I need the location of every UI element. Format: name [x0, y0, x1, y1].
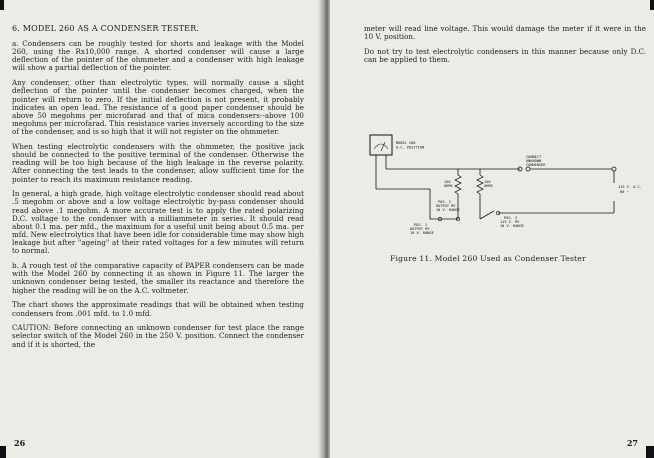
- resistor-1-symbol: [455, 175, 461, 194]
- paragraph-chart: The chart shows the approximate readings that will be obtained when testing condensers from .001 mfd. to 1.0 mfd.: [12, 300, 304, 318]
- label-res1-1: 150: [444, 180, 451, 184]
- paragraph-electrolytic: When testing electrolytic condensers with the ohmmeter, the positive jack should be connected to the positive terminal of the condenser. Otherwise the reading will be too high because of the high leakage in the reverse polarity. After connecting the test leads to the condenser, allow sufficient time for the pointer to reach its maximum resistance reading.: [12, 141, 304, 184]
- label-condenser-3: CONDENSER: [526, 163, 546, 167]
- resistor-2-symbol: [477, 175, 483, 194]
- figure-caption: Figure 11. Model 260 Used as Condenser Tester: [390, 254, 586, 263]
- label-pos2-1: POS. 2: [438, 200, 451, 204]
- page-number-left: 26: [14, 438, 26, 448]
- left-page-text: [12, 24, 304, 355]
- section-heading: 6. MODEL 260 AS A CONDENSER TESTER.: [12, 24, 200, 33]
- condenser-terminal-2: [526, 167, 530, 171]
- paragraph-line-voltage: meter will read line voltage. This would damage the meter if it were in the 10 V. position.: [364, 24, 646, 42]
- label-pos1-2: OUTPUT MY: [410, 227, 430, 231]
- label-pos1-3: 10 V. RANGE: [410, 231, 434, 235]
- label-meter-2: A.C. POSITION: [396, 145, 425, 150]
- paragraph-a: a. Condensers can be roughly tested for shorts and leakage with the Model 260, using the Rx10,000 range. A shorted condenser will cause a large deflection of the pointer of the ohmmeter and a condenser with high leakage will show a partial deflection of the pointer.: [12, 39, 304, 73]
- label-meter-1: MODEL 260: [396, 141, 416, 145]
- label-pos1-1: POS. 1: [414, 223, 427, 227]
- label-pos3-3: 10 V. RANGE: [500, 224, 524, 228]
- label-line-1: 115 V. A.C.: [618, 185, 642, 189]
- edge-mark-bl: [0, 446, 6, 458]
- label-condenser-2: UNKNOWN: [526, 159, 542, 163]
- label-pos3-1: POS. 3: [504, 216, 517, 220]
- circuit-diagram: [330, 115, 654, 255]
- edge-mark-tr: [650, 0, 654, 10]
- paragraph-caution: CAUTION: Before connecting an unknown condenser for test place the range selector switch of the Model 260 in the 250 V. position. Connect the condenser and if it is shorted, the: [12, 323, 304, 349]
- right-page: [330, 0, 654, 458]
- left-page: [0, 0, 322, 458]
- switch-blade: [480, 211, 494, 219]
- page-number-right: 27: [626, 438, 638, 448]
- label-condenser-1: CONNECT: [526, 155, 542, 159]
- figure-11-circuit: [330, 115, 654, 255]
- label-res2-1: 150: [484, 180, 491, 184]
- label-line-2: 60 ~: [620, 190, 629, 194]
- label-res1-2: OHMS: [444, 184, 453, 188]
- edge-mark-tl: [0, 0, 4, 10]
- label-res2-2: OHMS: [484, 184, 493, 188]
- edge-mark-br: [646, 446, 654, 458]
- paragraph-do-not-try: Do not try to test electrolytic condensers in this manner because only D.C. can be applied to them.: [364, 46, 646, 65]
- paragraph-general: In general, a high grade, high voltage electrolytic condenser should read about .5 megohm or above and a low voltage electrolytic by-pass condenser should read above .1 megohm. A more accurate test is to apply the rated polarizing D.C. voltage to the condenser with a milliammeter in series. It should read about 0.1 ma. per mfd., the maximum for a useful unit being about 0.5 ma. per mfd. New electrolytics that have been idle for considerable time may show high leakage but after "ageing" at their rated voltages for a few minutes will return to normal.: [12, 189, 304, 256]
- meter-symbol: [370, 135, 392, 155]
- label-pos3-2: 115 V. MY: [500, 220, 520, 224]
- line-terminal-top: [612, 167, 616, 171]
- label-pos2-3: 10 V. RANGE: [436, 208, 460, 212]
- paragraph-b: b. A rough test of the comparative capacity of PAPER condensers can be made with the Model 260 by connecting it as shown in Figure 11. The larger the unknown condenser being tested, the smaller its reactance and therefore the higher the reading will be on the A.C. voltmeter.: [12, 261, 304, 295]
- right-page-text: [364, 25, 646, 71]
- label-pos2-2: OUTPUT MY: [436, 204, 456, 208]
- paragraph-other-condensers: Any condenser, other than electrolytic types, will normally cause a slight deflection of the pointer until the condenser becomes charged, when the pointer will return to zero. If the initial deflection is not present, it probably indicates an open lead. The resistance of a good paper condenser should be above 50 megohms per microfarad and that of mica condensers--above 100 megohms per microfarad. This resistance varies inversely according to the size of the condenser, and is so high that it will not register on the ohmmeter.: [12, 78, 304, 137]
